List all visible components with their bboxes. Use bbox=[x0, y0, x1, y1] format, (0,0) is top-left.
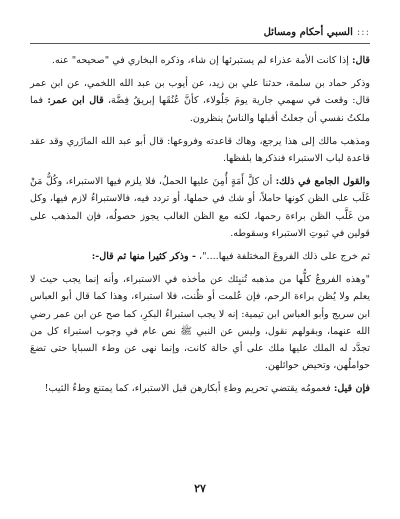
paragraph-4-text: أن كلَّ أَمَةٍ أُمِنَ عليها الحملُ، فلا يلزم فيها الاستبراء، وكُلُّ مَنْ غَلَب على الظن كونها حاملاً، أو شك في حملها، أو تردد فيه، فالاستبراءُ لازم فيها، وكل من غَلَّب الظن براءة رحمها، لكنه مع الظن الغالب يجوز حصولُه، فإن المذهب على قولين في ثبوتِ الاستبراء وسقوطه. bbox=[30, 176, 370, 239]
paragraph-3 bbox=[30, 133, 370, 167]
running-header bbox=[30, 24, 370, 44]
paragraph-2-bold: قال ابن عمر: bbox=[47, 95, 104, 107]
paragraph-5-text: ثم خرج على ذلك الفروعَ المختلفة فيها...."، bbox=[195, 251, 370, 263]
header-title: السبي أحكام ومسائل bbox=[263, 26, 353, 38]
paragraph-4 bbox=[30, 173, 370, 242]
paragraph-4-lead: والقول الجامع في ذلك: bbox=[275, 176, 370, 188]
paragraph-6-text: "وهذه الفروعُ كلُّها من مذهبه تُنبِئك عن مأخذه في الاستبراء، وأنه إنما يجب حيث لا يعلم ولا يُظن براءة الرحم، فإن عُلمت أو ظُنت، فلا استبراء، وهذا كما قال أبو العباس ابن سريج وأبو العباس ابن تيمية: إنه لا يجب استبراءُ البكرِ، كما صح عن ابن عمر رضي الله عنهما، وبقولهم نقول، وليس عن النبي ﷺ نص عام في وجوب استبراء كل من تجدَّد له الملك عليها ملك على أي حالة كانت، وإنما نهى عن وطء السبايا حتى تضعَ حواملُهن، وتحيض حوائلهن. bbox=[30, 274, 370, 372]
paragraph-1-lead: قال: bbox=[351, 55, 370, 66]
body-text bbox=[30, 52, 370, 398]
paragraph-6 bbox=[30, 271, 370, 374]
paragraph-1-text: إذا كانت الأمة عذراء لم يستبرئها إن شاء، وذكره البخاري في "صحيحه" عنه. bbox=[51, 55, 352, 66]
paragraph-7-text: فعمومُه يقتضي تحريم وطءِ أبكارهن قبل الاستبراء، كما يمتنع وطءُ الثيب! bbox=[44, 383, 334, 395]
paragraph-3-text: ومذهب مالك إلى هذا يرجع، وهاك قاعدته وفروعها: قال أبو عبد الله المازَري وقد عقد قاعدة لباب الاستبراء فنذكرها بلفظها. bbox=[30, 135, 370, 165]
paragraph-7 bbox=[30, 380, 370, 397]
document-page bbox=[30, 24, 370, 519]
paragraph-7-lead: فإن قيل: bbox=[333, 383, 370, 395]
page-number: ٢٧ bbox=[194, 482, 206, 495]
paragraph-2-tail: فما ملكتُ نفسي أن جعلتُ أقبلها والناسُ ينظرون. bbox=[30, 95, 370, 124]
header-ornament: ::: bbox=[356, 26, 370, 38]
paragraph-1 bbox=[30, 52, 370, 69]
paragraph-5 bbox=[30, 248, 370, 265]
paragraph-2-text: وذكر حماد بن سلمة، حدثنا علي بن زيد، عن أيوب بن عبد الله اللخمي، عن ابن عمر قال: وقعت في سهمي جارية يومَ جَلُولاء، كأنَّ عُنُقَها إبريقُ فِضَّة، bbox=[30, 78, 370, 107]
paragraph-2 bbox=[30, 75, 370, 127]
paragraph-5-bold: - وذكر كثيرا منها ثم قال-: bbox=[91, 251, 196, 263]
